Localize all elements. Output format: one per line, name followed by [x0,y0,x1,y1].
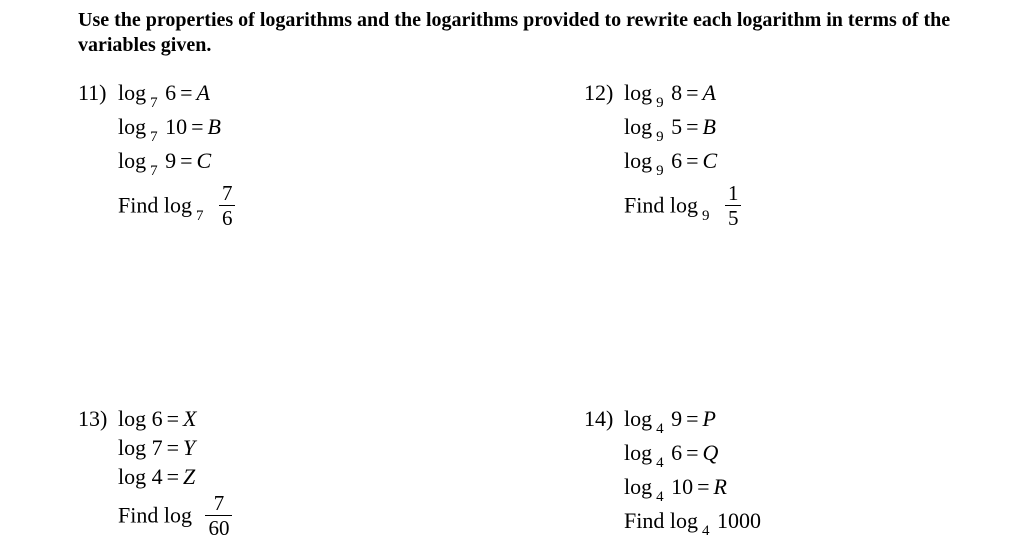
log-base: 4 [656,455,664,471]
problem-number: 13) [78,406,108,431]
given-line: log $_9$ 6 = C [624,148,718,179]
given-line: log 6 = X [118,406,197,431]
given-line: log 4 = Z [118,464,196,489]
given-line: log $_4$ 6 = Q [624,440,719,471]
find-line: Find log $_9$ $\frac{1}{5}$ [624,184,741,231]
find-line: Find log $_4$ 1000 [624,508,761,539]
given-line: log 7 = Y [118,435,196,460]
given-line: log $_7$ 9 = C [118,148,212,179]
problem-number: 11) [78,80,107,105]
problem-number: 12) [584,80,614,105]
given-line: log $_7$ 6 = A [118,80,210,111]
log-base: 4 [701,523,710,539]
find-line: Find log $_7$ $\frac{7}{6}$ [118,184,235,231]
log-base: 9 [656,129,664,145]
given-line: log $_9$ 8 = A [624,80,716,111]
instructions-heading: Use the properties of logarithms and the logarithms provided to rewrite each logarithm in terms of the variables given. [78,9,951,56]
given-line: log $_7$ 10 = B [118,114,221,145]
log-base: 9 [656,95,664,111]
problem-number: 14) [584,406,614,431]
given-line: log $_4$ 9 = P [624,406,716,437]
given-line: log $_4$ 10 = R [624,474,727,505]
fraction: $\frac{1}{5}$ [725,182,742,229]
fraction: $\frac{7}{6}$ [219,182,236,229]
log-base: 7 [150,163,158,179]
find-line: Find log $\frac{7}{60}$ [118,494,232,541]
log-base: 7 [150,129,158,145]
log-base: 4 [656,421,664,437]
fraction: $\frac{7}{60}$ [205,492,232,539]
log-base: 9 [656,163,664,179]
given-line: log $_9$ 5 = B [624,114,716,145]
log-base: 7 [195,207,204,224]
log-base: 9 [701,207,710,224]
log-base: 4 [656,489,664,505]
log-base: 7 [150,95,158,111]
